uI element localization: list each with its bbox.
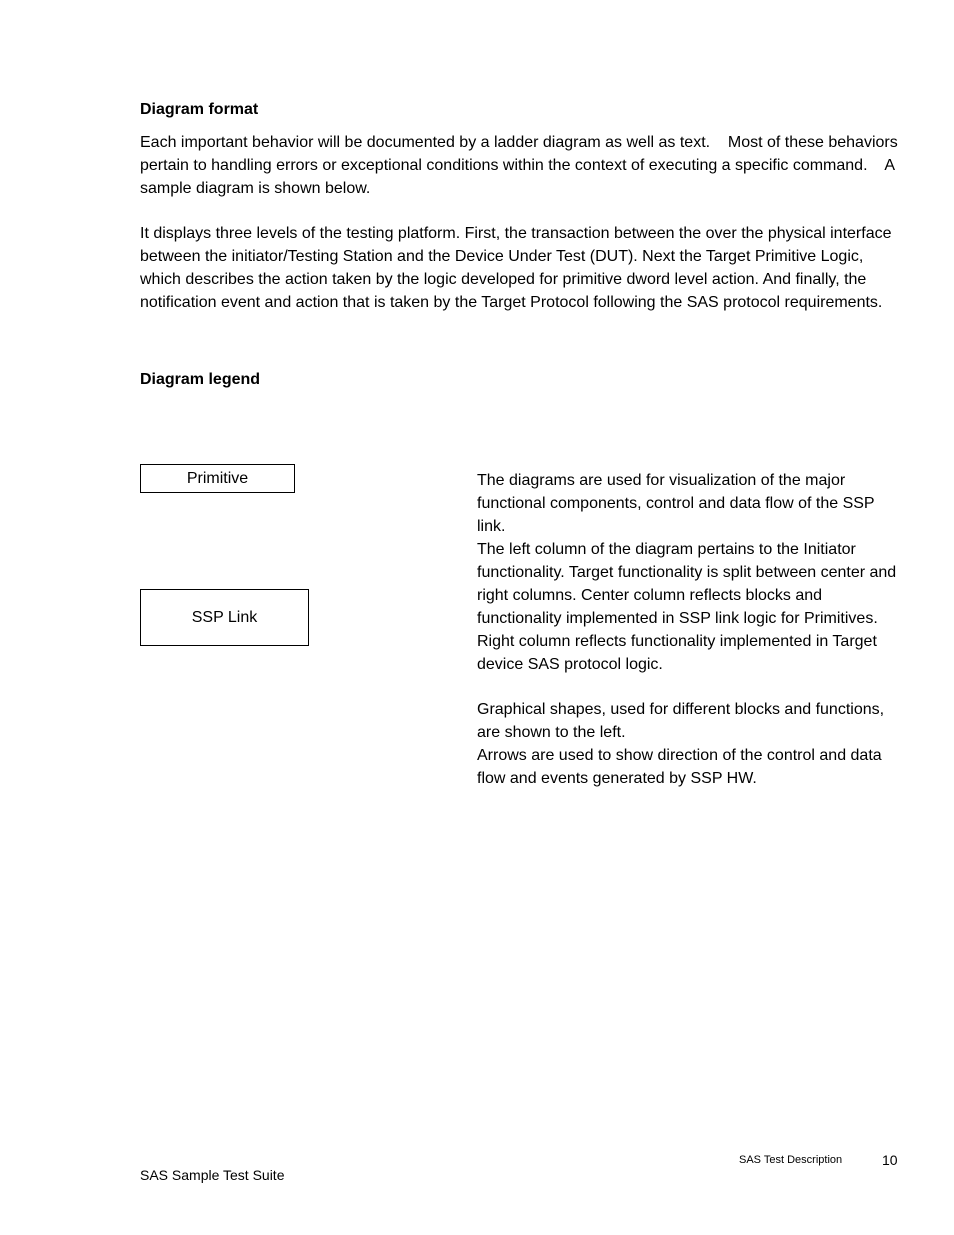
primitive-legend-label: Primitive xyxy=(186,469,249,487)
ssp-link-legend-label: SSP Link xyxy=(191,608,258,626)
legend-description-1: The diagrams are used for visualization of the major functional components, control and data flow of the SSP link. xyxy=(477,472,879,535)
legend-description-3: Graphical shapes, used for different blocks and functions, are shown to the left. xyxy=(477,701,889,741)
diagram-format-paragraph-1: Each important behavior will be documented by a ladder diagram as well as text. Most of these behaviors pertain to handling errors or exceptional conditions within the context of executing a specific command. A sample diagram is shown below. xyxy=(140,134,903,197)
diagram-format-paragraph-2: It displays three levels of the testing platform. First, the transaction between the over the physical interface between the initiator/Testing Station and the Device Under Test (DUT). Next the Target Primitive Logic, which describes the action taken by the logic developed for primitive dword level action. And finally, the notification event and action that is taken by the Target Protocol following the SAS protocol requirements. xyxy=(140,225,896,311)
diagram-legend-heading: Diagram legend xyxy=(140,371,261,388)
footer-doc-title: SAS Test Description xyxy=(739,1154,843,1166)
legend-description-4: Arrows are used to show direction of the control and data flow and events generated by SSP HW. xyxy=(477,747,887,787)
page-number: 10 xyxy=(882,1152,898,1168)
footer-suite-name: SAS Sample Test Suite xyxy=(140,1167,285,1183)
legend-description-2: The left column of the diagram pertains to the Initiator functionality. Target functionality is split between center and right columns. Center column reflects blocks and functionality implemented in SSP link logic for Primitives. Right column reflects functionality implemented in Target device SAS protocol logic. xyxy=(477,541,901,673)
diagram-format-heading: Diagram format xyxy=(140,101,259,118)
primitive-legend-box xyxy=(140,464,295,493)
ssp-link-legend-box xyxy=(140,589,309,646)
